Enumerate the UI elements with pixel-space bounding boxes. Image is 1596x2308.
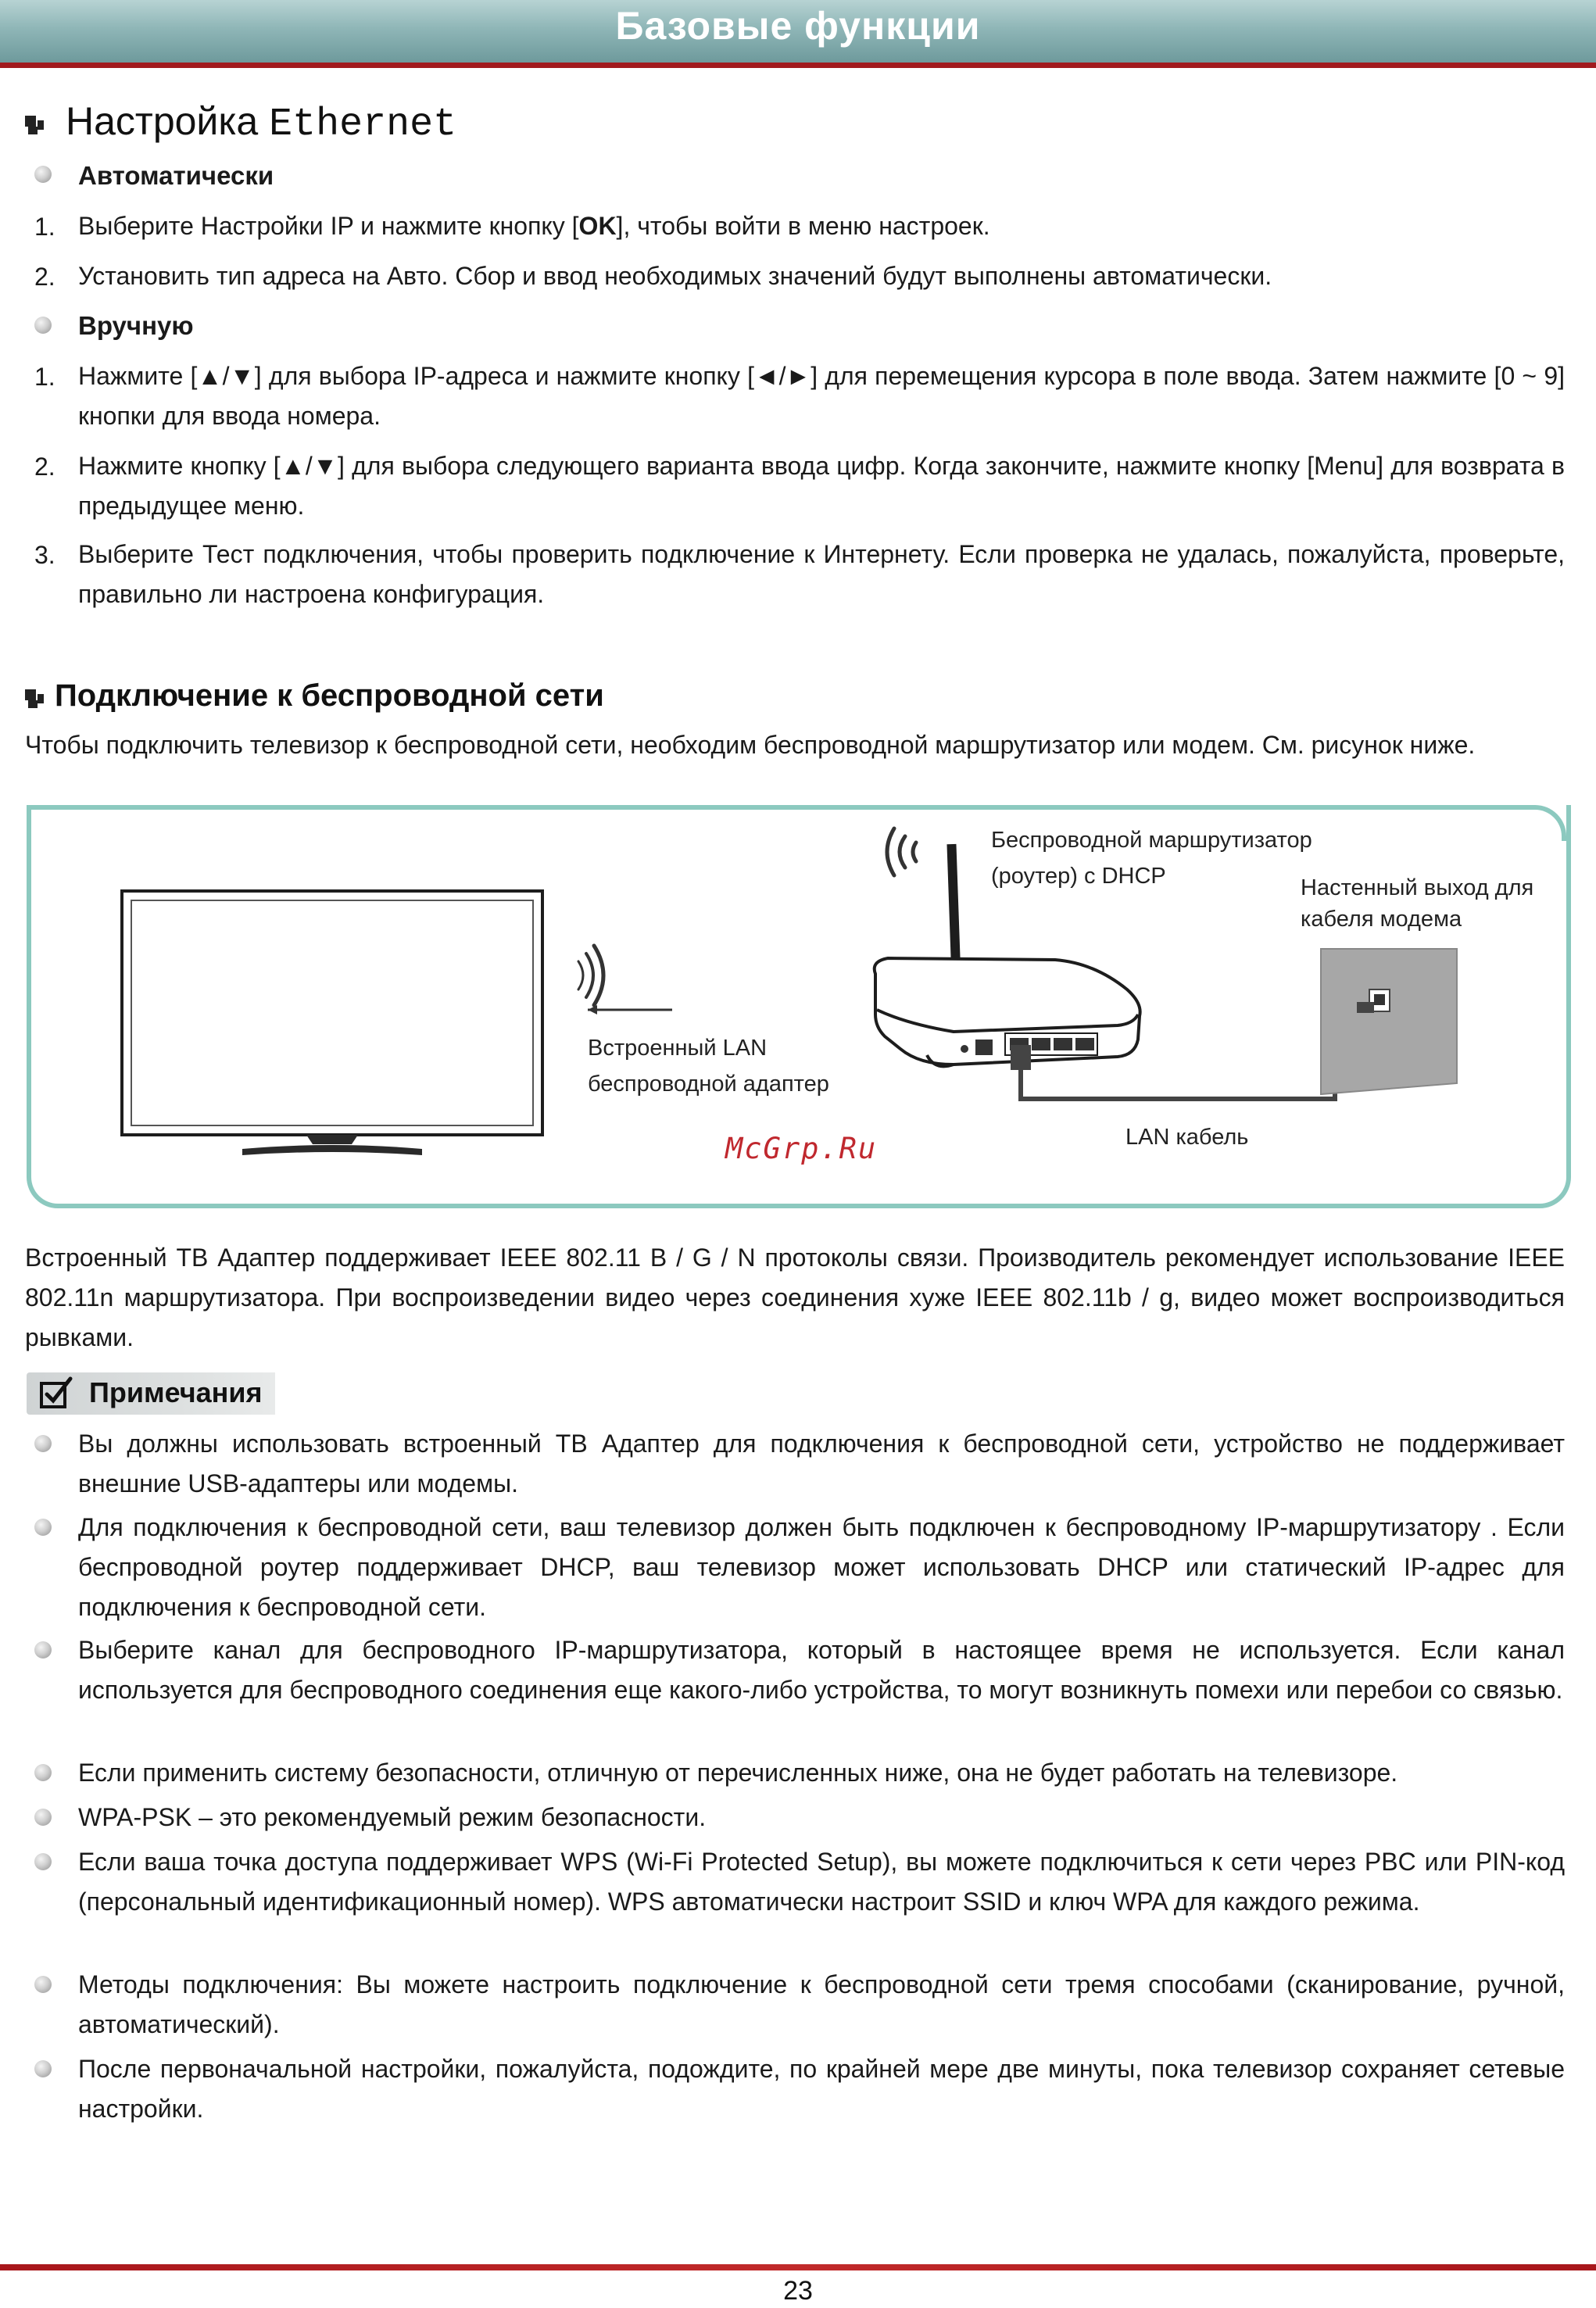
protocols-paragraph: Встроенный ТВ Адаптер поддерживает IEEE 802.11 B / G / N протоколы связи. Производитель рекомендует использование IEEE 802.11n маршрутизатора. При воспроизведении видео через соединения хуже IEEE 802.11b / g, видео может воспроизводиться рывками.: [25, 1243, 1565, 1351]
manual-step-2: Нажмите кнопку [▲/▼] для выбора следующего варианта ввода цифр. Когда закончите, нажмите кнопку [Menu] для возврата в предыдущее меню.: [78, 452, 1565, 520]
router-label-line-1: Беспроводной маршрутизатор: [991, 828, 1312, 853]
bullet-icon: [34, 1641, 52, 1659]
adapter-label-line-1: Встроенный LAN: [588, 1036, 768, 1061]
section-marker-icon: [25, 116, 44, 134]
bullet-icon: [34, 1976, 52, 1993]
notes-label: Примечания: [89, 1376, 263, 1408]
watermark: McGrp.Ru: [725, 1132, 878, 1165]
router-wifi-icon: [887, 828, 916, 875]
adapter-label-line-2: беспроводной адаптер: [588, 1072, 829, 1097]
step-number: 1.: [34, 363, 55, 391]
bullet-icon: [34, 166, 52, 183]
wifi-signal-icon: [578, 946, 603, 1005]
tv-icon: [122, 891, 542, 1155]
auto-step-1-post: ], чтобы войти в меню настроек.: [616, 212, 990, 240]
bullet-icon: [34, 1519, 52, 1536]
header-rule: [0, 63, 1596, 68]
bullet-icon: [34, 1809, 52, 1826]
header-title: Базовые функции: [615, 4, 981, 48]
auto-step-1-pre: Выберите Настройки IP и нажмите кнопку [: [78, 212, 579, 240]
ethernet-title-mono: Ethernet: [269, 102, 457, 147]
step-number: 2.: [34, 263, 55, 291]
bullet-icon: [34, 1435, 52, 1452]
note-item: Для подключения к беспроводной сети, ваш телевизор должен быть подключен к беспроводному IP-маршрутизатору . Если беспроводной роутер поддерживает DHCP, ваш телевизор может использовать DHCP или статический IP-адрес для подключения к беспроводной сети.: [78, 1513, 1565, 1621]
note-item: WPA-PSK – это рекомендуемый режим безопасности.: [78, 1803, 707, 1831]
note-item: После первоначальной настройки, пожалуйста, подождите, по крайней мере две минуты, пока телевизор сохраняет сетевые настройки.: [78, 2055, 1565, 2123]
wireless-section-title: Подключение к беспроводной сети: [55, 678, 604, 713]
ethernet-title-word: Настройка: [66, 99, 259, 143]
bullet-icon: [34, 317, 52, 334]
auto-step-1: [78, 206, 1563, 246]
wall-label-line-1: Настенный выход для: [1301, 875, 1534, 900]
step-number: 3.: [34, 541, 55, 569]
auto-heading: Автоматически: [78, 161, 274, 190]
bullet-icon: [34, 1853, 52, 1870]
wall-label-line-2: кабеля модема: [1301, 907, 1462, 932]
step-number: 1.: [34, 213, 55, 241]
note-item: Вы должны использовать встроенный ТВ Адаптер для подключения к беспроводной сети, устройство не поддерживает внешние USB-адаптеры или модемы.: [78, 1430, 1565, 1498]
manual-heading: Вручную: [78, 311, 194, 340]
ethernet-section-title: [66, 98, 456, 147]
manual-step-3: Выберите Тест подключения, чтобы проверить подключение к Интернету. Если проверка не удалась, пожалуйста, проверьте, правильно ли настроена конфигурация.: [78, 540, 1565, 608]
note-item: Если ваша точка доступа поддерживает WPS (Wi-Fi Protected Setup), вы можете подключиться к сети через PBC или PIN-код (персональный идентификационный номер). WPS автоматически настроит SSID и ключ WPA для каждого режима.: [78, 1848, 1565, 1916]
footer-rule: [0, 2264, 1596, 2270]
step-number: 2.: [34, 453, 55, 481]
manual-step-1: Нажмите [▲/▼] для выбора IP-адреса и нажмите кнопку [◄/►] для перемещения курсора в поле ввода. Затем нажмите [0 ~ 9] кнопки для ввода номера.: [78, 362, 1565, 430]
wireless-intro: Чтобы подключить телевизор к беспроводной сети, необходим беспроводной маршрутизатор или модем. См. рисунок ниже.: [25, 731, 1476, 759]
signal-arrow-icon: [588, 1005, 672, 1014]
wall-outlet-icon: [1321, 949, 1457, 1094]
note-item: Методы подключения: Вы можете настроить подключение к беспроводной сети тремя способами (сканирование, ручной, автоматический).: [78, 1970, 1565, 2038]
auto-step-2: Установить тип адреса на Авто. Сбор и ввод необходимых значений будут выполнены автоматически.: [78, 262, 1272, 290]
checkbox-pencil-icon: [39, 1376, 75, 1410]
note-item: Если применить систему безопасности, отличную от перечисленных ниже, она не будет работать на телевизоре.: [78, 1759, 1398, 1787]
bullet-icon: [34, 1764, 52, 1781]
router-label-line-2: (роутер) с DHCP: [991, 864, 1166, 889]
bullet-icon: [34, 2060, 52, 2077]
lan-cable-label: LAN кабель: [1125, 1125, 1249, 1150]
auto-step-1-ok: OK: [578, 212, 617, 240]
page-number: 23: [783, 2276, 813, 2306]
note-item: Выберите канал для беспроводного IP-маршрутизатора, который в настоящее время не используется. Если канал используется для беспроводного соединения еще какого-либо устройства, то могут возникнуть помехи или перебои со связью.: [78, 1636, 1565, 1704]
section-marker-icon: [25, 689, 44, 708]
